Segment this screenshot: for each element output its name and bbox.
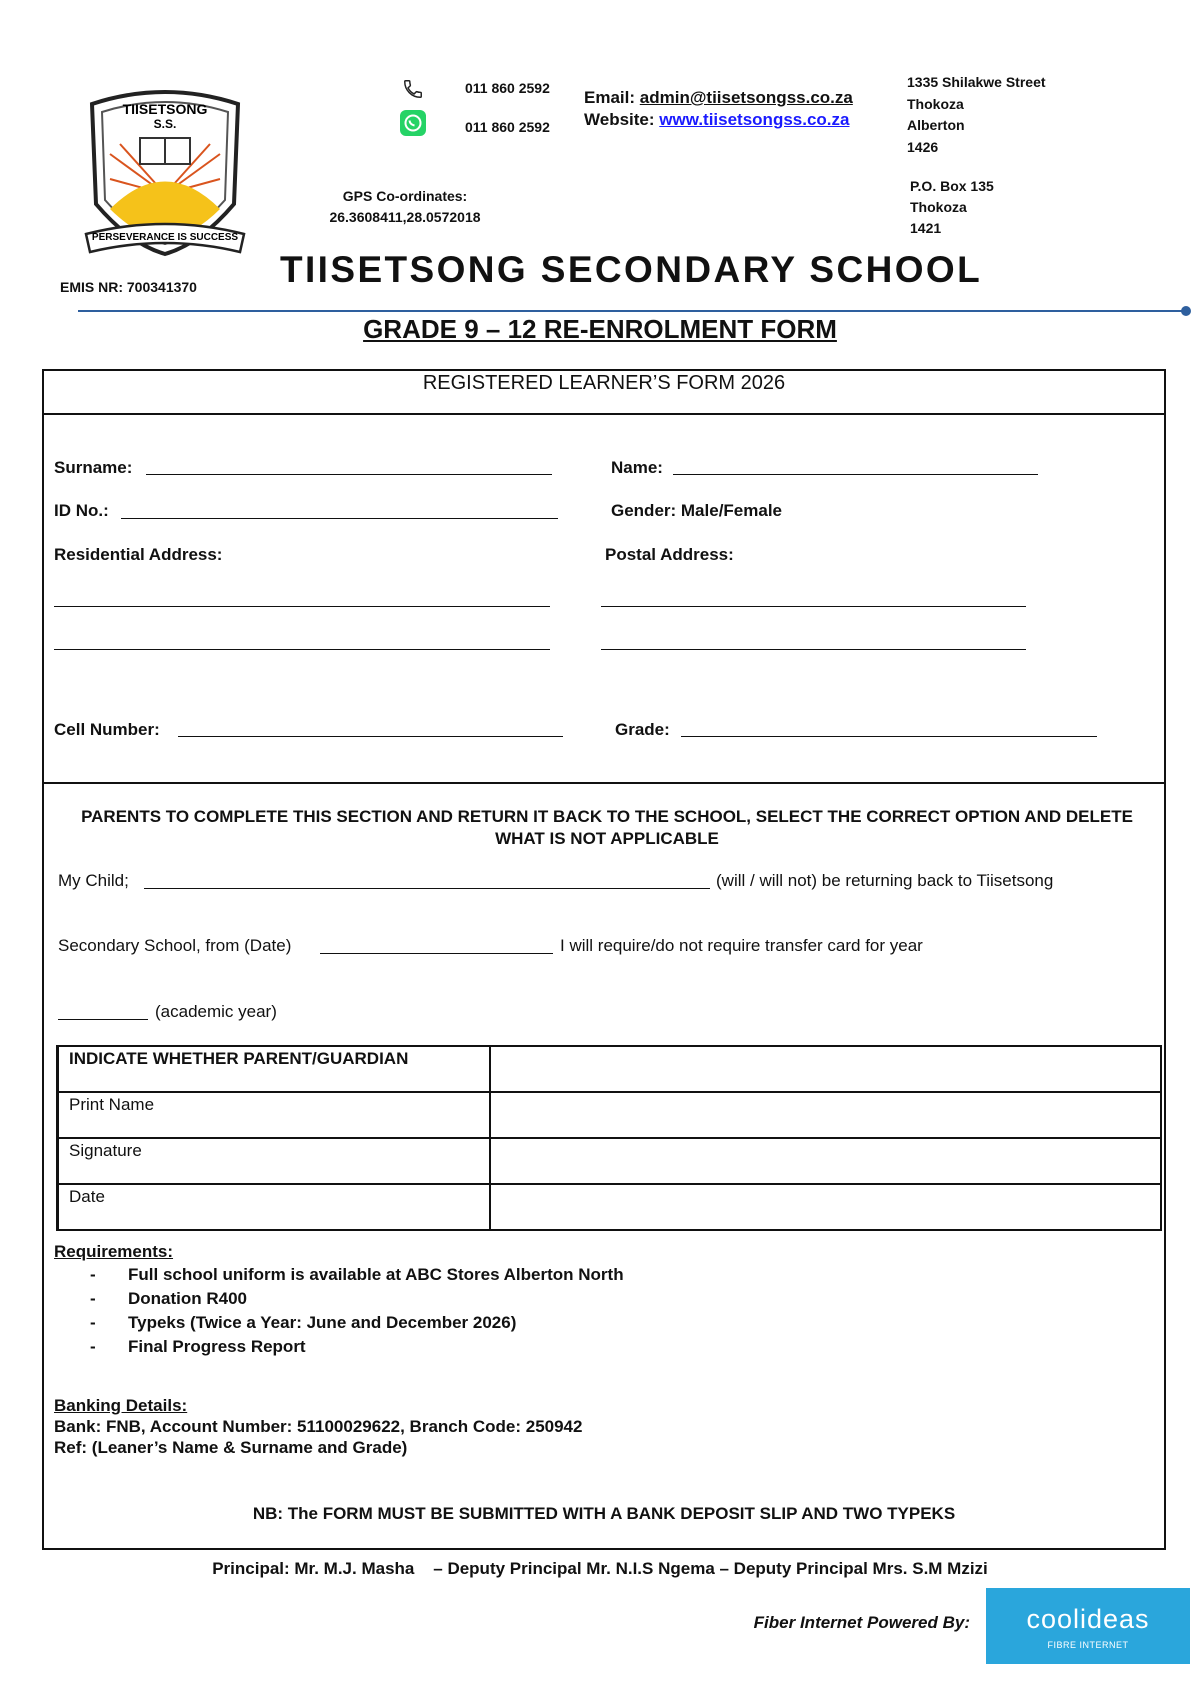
print-name-field[interactable] [490, 1092, 1161, 1138]
po-code-line: 1421 [910, 220, 942, 236]
phone-icon [402, 78, 424, 100]
parent-guardian-label: INDICATE WHETHER PARENT/GUARDIAN [58, 1046, 491, 1092]
requirements-title: Requirements: [54, 1242, 174, 1261]
email-link[interactable]: admin@tiisetsongss.co.za [639, 88, 853, 107]
table-row [58, 1138, 1162, 1184]
emis-number: EMIS NR: 700341370 [60, 279, 197, 295]
logo-motto: PERSEVERANCE IS SUCCESS [91, 232, 239, 243]
table-row [58, 1046, 1162, 1092]
staff-list: Principal: Mr. M.J. Masha – Deputy Principal Mr. N.I.S Ngema – Deputy Principal Mrs. S.M Mzizi [212, 1559, 988, 1578]
residential-address-line-2[interactable] [54, 649, 550, 650]
school-name: TIISETSONG SECONDARY SCHOOL [280, 249, 983, 290]
cell-number-label: Cell Number: [54, 720, 160, 739]
print-name-label: Print Name [58, 1092, 491, 1138]
grade-label: Grade: [615, 720, 670, 739]
list-item: - Typeks (Twice a Year: June and December 2026) [90, 1313, 624, 1337]
table-row [58, 1184, 1162, 1230]
from-date-field[interactable] [320, 953, 553, 954]
transfer-card-text: I will require/do not require transfer card for year [560, 936, 923, 955]
table-row [58, 1092, 1162, 1138]
child-name-field[interactable] [144, 888, 710, 889]
signature-label: Signature [58, 1138, 491, 1184]
from-date-text: Secondary School, from (Date) [58, 936, 292, 955]
powered-by-text: Fiber Internet Powered By: [753, 1613, 970, 1632]
website-label: Website: [584, 110, 655, 129]
sponsor-name: coolideas [1026, 1604, 1150, 1634]
email-label: Email: [584, 88, 636, 107]
gps-block [290, 186, 520, 228]
surname-label: Surname: [54, 458, 133, 477]
banking-title: Banking Details: [54, 1396, 188, 1415]
signature-field[interactable] [490, 1138, 1161, 1184]
nb-note: NB: The FORM MUST BE SUBMITTED WITH A BANK DEPOSIT SLIP AND TWO TYPEKS [252, 1504, 956, 1523]
parent-instruction: PARENTS TO COMPLETE THIS SECTION AND RETURN IT BACK TO THE SCHOOL, SELECT THE CORRECT OPTION AND DELETE WHAT IS NOT APPLICABLE [81, 807, 1133, 848]
academic-year-field[interactable] [58, 1019, 148, 1020]
city-line: Thokoza [907, 95, 964, 112]
form-title: GRADE 9 – 12 RE-ENROLMENT FORM [363, 314, 837, 344]
postal-address-line-2[interactable] [601, 649, 1026, 650]
logo-name: TIISETSONG [122, 101, 208, 117]
header-divider [78, 310, 1186, 312]
surname-field[interactable] [146, 474, 552, 475]
section-divider [42, 782, 1166, 784]
email-line [584, 88, 853, 108]
po-box-address [910, 176, 994, 239]
name-label: Name: [611, 458, 663, 477]
banking-details: Bank: FNB, Account Number: 51100029622, Branch Code: 250942 [54, 1417, 583, 1436]
id-label: ID No.: [54, 501, 109, 520]
title-divider [42, 413, 1166, 415]
town-line: Alberton [907, 117, 965, 133]
whatsapp-icon [400, 110, 426, 136]
cell-number-field[interactable] [178, 736, 563, 737]
banking-reference: Ref: (Leaner’s Name & Surname and Grade) [54, 1438, 408, 1457]
postal-address-line-1[interactable] [601, 606, 1026, 607]
my-child-label: My Child; [58, 871, 129, 890]
sponsor-tagline: FIBRE INTERNET [1047, 1640, 1129, 1650]
list-item: - Full school uniform is available at ABC Stores Alberton North [90, 1265, 624, 1289]
school-logo [80, 84, 250, 264]
sponsor-logo [986, 1588, 1190, 1664]
date-field[interactable] [490, 1184, 1161, 1230]
gps-value: 26.3608411,28.0572018 [329, 209, 481, 225]
phone-number: 011 860 2592 [465, 80, 550, 96]
gender-label: Gender: Male/Female [611, 501, 783, 520]
website-link[interactable]: www.tiisetsongss.co.za [659, 110, 850, 129]
residential-address-label: Residential Address: [54, 545, 223, 564]
academic-year-text: (academic year) [155, 1002, 277, 1021]
residential-address-line-1[interactable] [54, 606, 550, 607]
website-line [584, 110, 849, 130]
po-box-line: P.O. Box 135 [910, 178, 994, 194]
logo-ss: S.S. [153, 117, 177, 131]
whatsapp-number: 011 860 2592 [465, 119, 550, 135]
id-field[interactable] [121, 518, 558, 519]
parent-guardian-field[interactable] [490, 1046, 1161, 1092]
grade-field[interactable] [681, 736, 1097, 737]
requirements-list [90, 1265, 624, 1361]
name-field[interactable] [673, 474, 1038, 475]
po-city-line: Thokoza [910, 199, 967, 215]
parent-signature-table [56, 1045, 1162, 1231]
street-line: 1335 Shilakwe Street [907, 74, 1046, 90]
date-label: Date [58, 1184, 491, 1230]
gps-label: GPS Co-ordinates: [342, 188, 468, 204]
list-item: - Donation R400 [90, 1289, 624, 1313]
street-address [907, 72, 1046, 158]
postcode-line: 1426 [907, 138, 939, 155]
list-item: - Final Progress Report [90, 1337, 624, 1361]
learner-section-title: REGISTERED LEARNER’S FORM 2026 [422, 372, 786, 394]
returning-text: (will / will not) be returning back to Tiisetsong [716, 871, 1054, 890]
postal-address-label: Postal Address: [605, 545, 734, 564]
